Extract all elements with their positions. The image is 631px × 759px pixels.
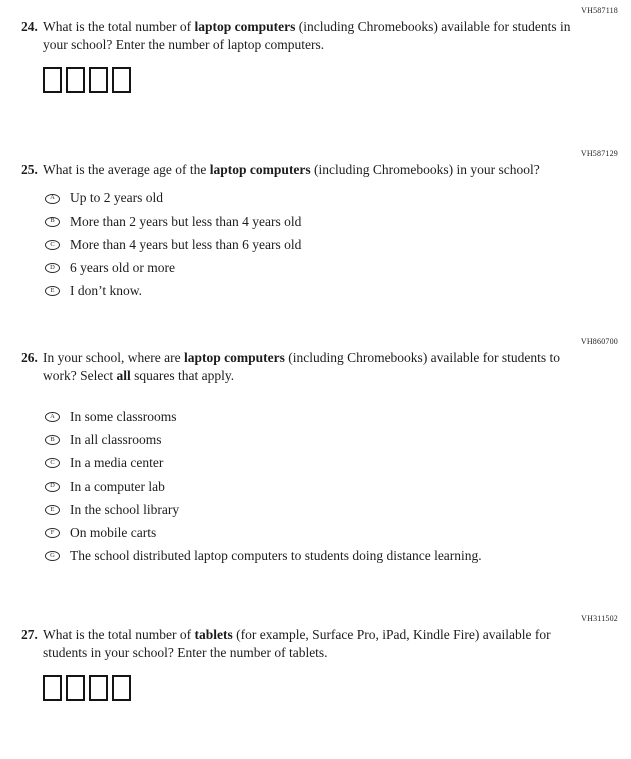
oval-response-marker-icon[interactable]: D — [45, 482, 60, 492]
question-text: What is the total number of tablets (for example, Surface Pro, iPad, Kindle Fire) available for students in your school? Enter the number of tablets. — [43, 627, 551, 661]
option-label: The school distributed laptop computers to students doing distance learning. — [70, 548, 482, 564]
number-entry-boxes — [43, 67, 618, 93]
option-label: More than 4 years but less than 6 years old — [70, 236, 302, 252]
digit-box[interactable] — [66, 675, 85, 701]
oval-response-marker-icon[interactable]: A — [45, 412, 60, 422]
digit-box[interactable] — [89, 67, 108, 93]
item-code: VH587118 — [581, 6, 618, 15]
oval-response-marker-icon[interactable]: A — [45, 194, 60, 204]
question-text: What is the total number of laptop computers (including Chromebooks) available for students in your school? Enter the number of laptop computers. — [43, 19, 571, 52]
answer-option[interactable] — [45, 260, 618, 276]
question-number: 24. — [21, 19, 38, 34]
question-text: In your school, where are laptop computers (including Chromebooks) available for students to work? Select all squares that apply. — [43, 350, 561, 384]
answer-option[interactable] — [45, 479, 618, 495]
answer-options — [45, 190, 618, 299]
question-27-header — [21, 626, 618, 662]
option-label: In all classrooms — [70, 432, 162, 448]
question-25 — [21, 149, 618, 300]
answer-options — [45, 409, 618, 564]
oval-response-marker-icon[interactable]: C — [45, 240, 60, 250]
oval-response-marker-icon[interactable]: C — [45, 458, 60, 468]
digit-box[interactable] — [112, 67, 131, 93]
answer-option[interactable] — [45, 237, 618, 253]
question-25-header — [21, 161, 618, 179]
option-label: In some classrooms — [70, 409, 177, 424]
question-26-header — [21, 349, 618, 385]
option-label: I don’t know. — [70, 283, 142, 299]
answer-option[interactable] — [45, 455, 618, 471]
question-24-header — [21, 18, 618, 54]
oval-response-marker-icon[interactable]: D — [45, 263, 60, 273]
option-label: On mobile carts — [70, 524, 157, 540]
option-label: In the school library — [70, 501, 180, 517]
question-24 — [21, 6, 618, 93]
oval-response-marker-icon[interactable]: G — [45, 551, 60, 561]
option-label: In a media center — [70, 455, 164, 471]
question-number: 26. — [21, 350, 38, 366]
item-code: VH860700 — [580, 337, 618, 347]
option-label: In a computer lab — [70, 478, 165, 494]
item-code: VH311502 — [581, 614, 618, 624]
digit-box[interactable] — [89, 675, 108, 701]
option-label: Up to 2 years old — [70, 190, 163, 206]
digit-box[interactable] — [43, 67, 62, 93]
digit-box[interactable] — [112, 675, 131, 701]
oval-response-marker-icon[interactable]: B — [45, 435, 60, 445]
option-label: 6 years old or more — [70, 260, 175, 275]
question-text: What is the average age of the laptop computers (including Chromebooks) in your school? — [43, 161, 540, 177]
oval-response-marker-icon[interactable]: E — [45, 505, 60, 515]
oval-response-marker-icon[interactable]: F — [45, 528, 60, 538]
answer-option[interactable] — [45, 548, 618, 564]
question-27 — [21, 614, 618, 701]
answer-option[interactable] — [45, 283, 618, 299]
item-code: VH587129 — [580, 148, 618, 158]
answer-option[interactable] — [45, 432, 618, 448]
answer-option[interactable] — [45, 214, 618, 230]
option-label: More than 2 years but less than 4 years old — [70, 213, 302, 229]
question-number: 25. — [21, 161, 38, 177]
number-entry-boxes — [43, 675, 618, 701]
question-26 — [21, 337, 618, 564]
digit-box[interactable] — [66, 67, 85, 93]
question-number: 27. — [21, 627, 38, 643]
answer-option[interactable] — [45, 502, 618, 518]
oval-response-marker-icon[interactable]: E — [45, 286, 60, 296]
digit-box[interactable] — [43, 675, 62, 701]
answer-option[interactable] — [45, 409, 618, 425]
answer-option[interactable] — [45, 190, 618, 206]
answer-option[interactable] — [45, 525, 618, 541]
oval-response-marker-icon[interactable]: B — [45, 217, 60, 227]
